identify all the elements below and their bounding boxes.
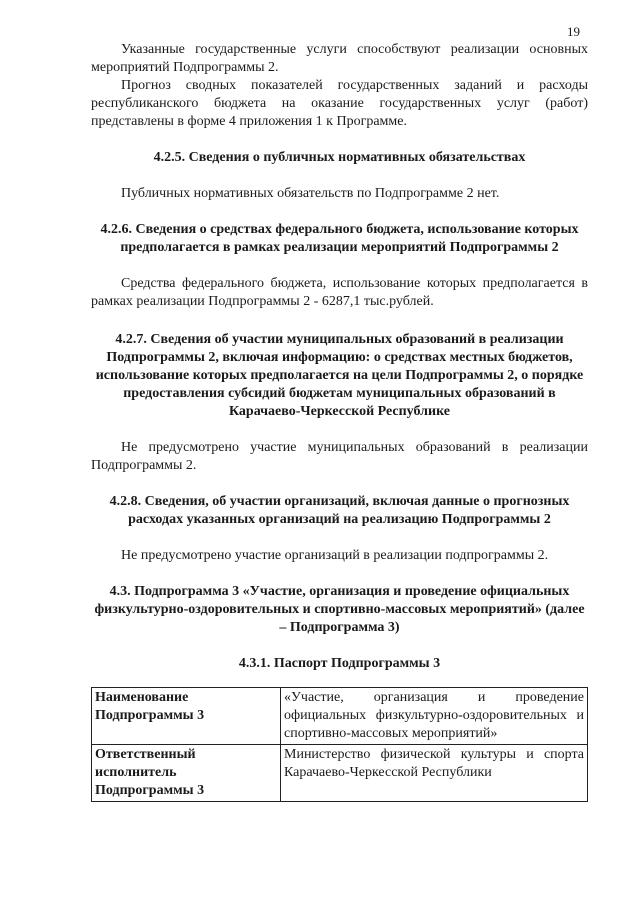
heading-4-2-7: 4.2.7. Сведения об участии муниципальных образований в реализации Подпрограммы 2, включая информацию: о средствах местных бюджетов, использование которых предполагается на цели Подпрограммы 2, о порядке предоставления субсидий бюджетам муниципальных образований в Карачаево-Черкесской Республике	[95, 332, 584, 419]
paragraph-4-2-6: Средства федерального бюджета, использование которых предполагается в рамках реализации Подпрограммы 2 - 6287,1 тыс.рублей.	[91, 276, 588, 309]
passport-label: Ответственный исполнитель Подпрограммы 3	[92, 745, 281, 802]
paragraph-forecast: Прогноз сводных показателей государственных заданий и расходы республиканского бюджета на оказание государственных услуг (работ) представлены в форме 4 приложения 1 к Программе.	[91, 78, 588, 129]
passport-value: Министерство физической культуры и спорта Карачаево-Черкесской Республики	[281, 745, 588, 802]
passport-label: Наименование Подпрограммы 3	[92, 688, 281, 745]
page-content	[91, 41, 588, 802]
paragraph-services: Указанные государственные услуги способствуют реализации основных мероприятий Подпрограммы 2.	[91, 42, 588, 75]
paragraph-4-2-7: Не предусмотрено участие муниципальных образований в реализации Подпрограммы 2.	[91, 440, 588, 473]
table-row	[92, 688, 588, 745]
passport-table	[91, 687, 588, 802]
paragraph-4-2-5: Публичных нормативных обязательств по Подпрограмме 2 нет.	[121, 186, 500, 201]
heading-4-3: 4.3. Подпрограмма 3 «Участие, организация и проведение официальных физкультурно-оздоровительных и спортивно-массовых мероприятий» (далее – Подпрограмма 3)	[94, 584, 585, 635]
heading-4-2-8: 4.2.8. Сведения, об участии организаций, включая данные о прогнозных расходах указанных организаций на реализацию Подпрограммы 2	[109, 494, 570, 527]
heading-4-2-5: 4.2.5. Сведения о публичных нормативных обязательствах	[153, 150, 526, 165]
heading-4-3-1: 4.3.1. Паспорт Подпрограммы 3	[238, 656, 441, 671]
table-row	[92, 745, 588, 802]
passport-value: «Участие, организация и проведение официальных физкультурно-оздоровительных и спортивно-массовых мероприятий»	[281, 688, 588, 745]
page-number: 19	[567, 24, 580, 39]
paragraph-4-2-8: Не предусмотрено участие организаций в реализации подпрограммы 2.	[121, 548, 549, 563]
heading-4-2-6: 4.2.6. Сведения о средствах федерального бюджета, использование которых предполагается в рамках реализации мероприятий Подпрограммы 2	[100, 222, 579, 255]
